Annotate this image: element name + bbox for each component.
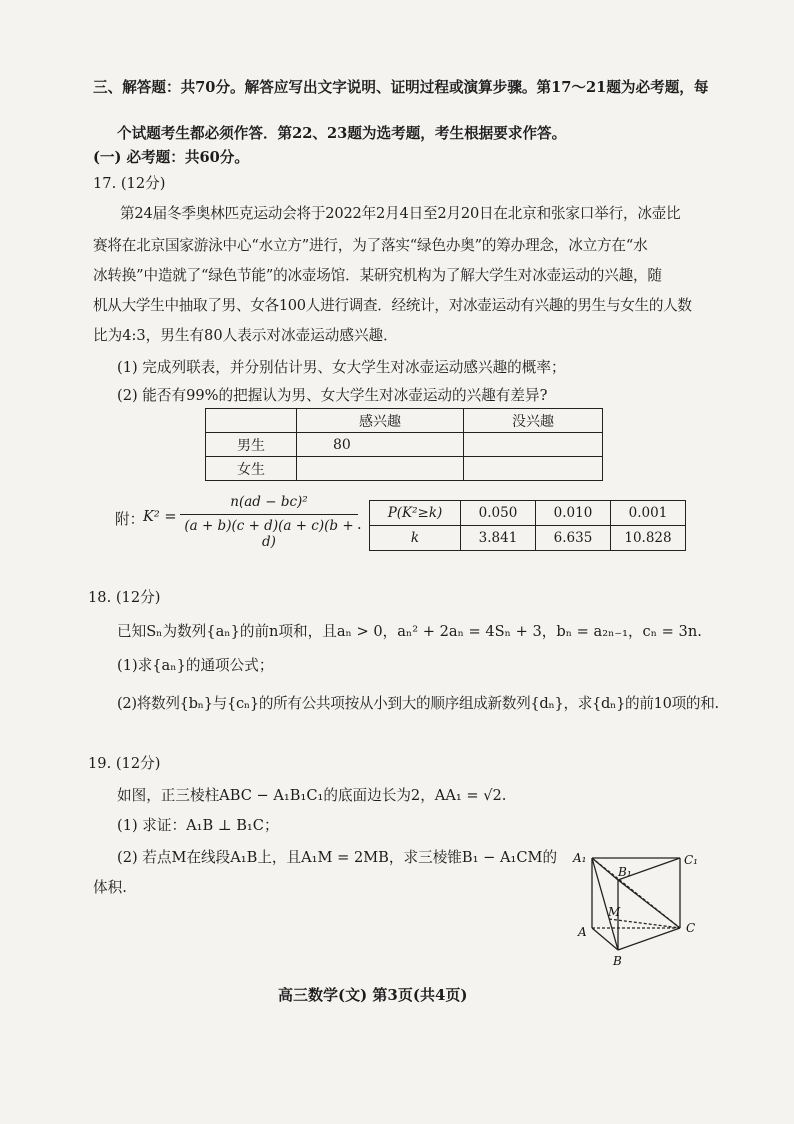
formula-prefix: 附： (115, 511, 145, 528)
q17-subquestion-1: (1) 完成列联表，并分别估计男、女大学生对冰壶运动感兴趣的概率； (117, 359, 566, 376)
q17-paragraph-line3: 冰转换”中造就了“绿色节能”的冰壶场馆．某研究机构为了解大学生对冰壶运动的兴趣，随 (93, 267, 662, 284)
q17-paragraph-line4: 机从大学生中抽取了男、女各100人进行调查．经统计，对冰壶运动有兴趣的男生与女生的人数 (93, 297, 692, 314)
table-header-cell: P(K²≥k) (370, 501, 461, 526)
figure-label-A1: A₁ (573, 851, 587, 865)
table-cell: 男生 (206, 433, 297, 457)
formula-period: . (357, 516, 362, 533)
table-cell: 0.001 (611, 501, 686, 526)
table-header-cell: k (370, 526, 461, 551)
q18-label: 18. (12分) (88, 589, 161, 606)
table-cell: 3.841 (461, 526, 536, 551)
q19-subquestion-1: (1) 求证：A₁B ⊥ B₁C； (117, 817, 279, 834)
contingency-table (205, 408, 603, 481)
table-header-cell: 感兴趣 (297, 409, 464, 433)
q18-statement: 已知Sₙ为数列{aₙ}的前n项和，且aₙ > 0，aₙ² + 2aₙ = 4Sₙ + 3，bₙ = a₂ₙ₋₁，cₙ = 3n. (117, 623, 702, 640)
figure-label-B1: B₁ (618, 865, 632, 879)
q17-subquestion-2: (2) 能否有99%的把握认为男、女大学生对冰壶运动的兴趣有差异? (117, 387, 548, 404)
table-cell (464, 457, 603, 481)
figure-label-C: C (686, 921, 696, 935)
table-row (206, 457, 603, 481)
q17-label: 17. (12分) (93, 175, 166, 192)
table-cell: 0.010 (536, 501, 611, 526)
q19-subquestion-2: (2) 若点M在线段A₁B上，且A₁M = 2MB，求三棱锥B₁ − A₁CM的 (117, 849, 558, 866)
table-cell: 80 (297, 433, 464, 457)
table-cell (206, 409, 297, 433)
section-header-line1: 三、解答题：共70分。解答应写出文字说明、证明过程或演算步骤。第17～21题为必考题，每 (93, 79, 709, 96)
table-cell (297, 457, 464, 481)
table-row (370, 501, 686, 526)
figure-label-A: A (578, 925, 587, 939)
formula-lhs: K² = (143, 508, 177, 525)
critical-value-table (369, 500, 686, 551)
q18-subquestion-1: (1)求{aₙ}的通项公式； (117, 657, 274, 674)
formula-denominator: (a + b)(c + d)(a + c)(b + d) (184, 518, 354, 550)
q19-subquestion-2-end: 体积. (93, 879, 127, 896)
table-cell: 6.635 (536, 526, 611, 551)
figure-label-C1: C₁ (684, 853, 698, 867)
section-header-line2: 个试题考生都必须作答．第22、23题为选考题，考生根据要求作答。 (117, 125, 567, 142)
page-footer: 高三数学(文) 第3页(共4页) (278, 986, 468, 1004)
fraction-bar (180, 514, 358, 515)
formula-numerator: n(ad − bc)² (230, 494, 308, 510)
table-header-row (206, 409, 603, 433)
q17-paragraph-line5: 比为4:3，男生有80人表示对冰壶运动感兴趣． (93, 327, 398, 344)
section-subheader: (一) 必考题：共60分。 (93, 149, 249, 166)
table-cell: 0.050 (461, 501, 536, 526)
q19-label: 19. (12分) (88, 755, 161, 772)
figure-label-B: B (613, 954, 622, 968)
table-header-cell: 没兴趣 (464, 409, 603, 433)
prism-figure (568, 846, 708, 970)
q19-statement: 如图，正三棱柱ABC − A₁B₁C₁的底面边长为2，AA₁ = √2. (117, 787, 507, 804)
table-cell (464, 433, 603, 457)
figure-label-M: M (608, 905, 621, 919)
table-cell: 10.828 (611, 526, 686, 551)
q18-subquestion-2: (2)将数列{bₙ}与{cₙ}的所有公共项按从小到大的顺序组成新数列{dₙ}，求{dₙ}的前10项的和. (117, 695, 719, 712)
q17-paragraph-line1: 第24届冬季奥林匹克运动会将于2022年2月4日至2月20日在北京和张家口举行，冰壶比 (120, 205, 681, 222)
table-row (370, 526, 686, 551)
q17-paragraph-line2: 赛将在北京国家游泳中心“水立方”进行，为了落实“绿色办奥”的筹办理念，冰立方在“水 (93, 237, 648, 254)
table-cell: 女生 (206, 457, 297, 481)
table-row (206, 433, 603, 457)
